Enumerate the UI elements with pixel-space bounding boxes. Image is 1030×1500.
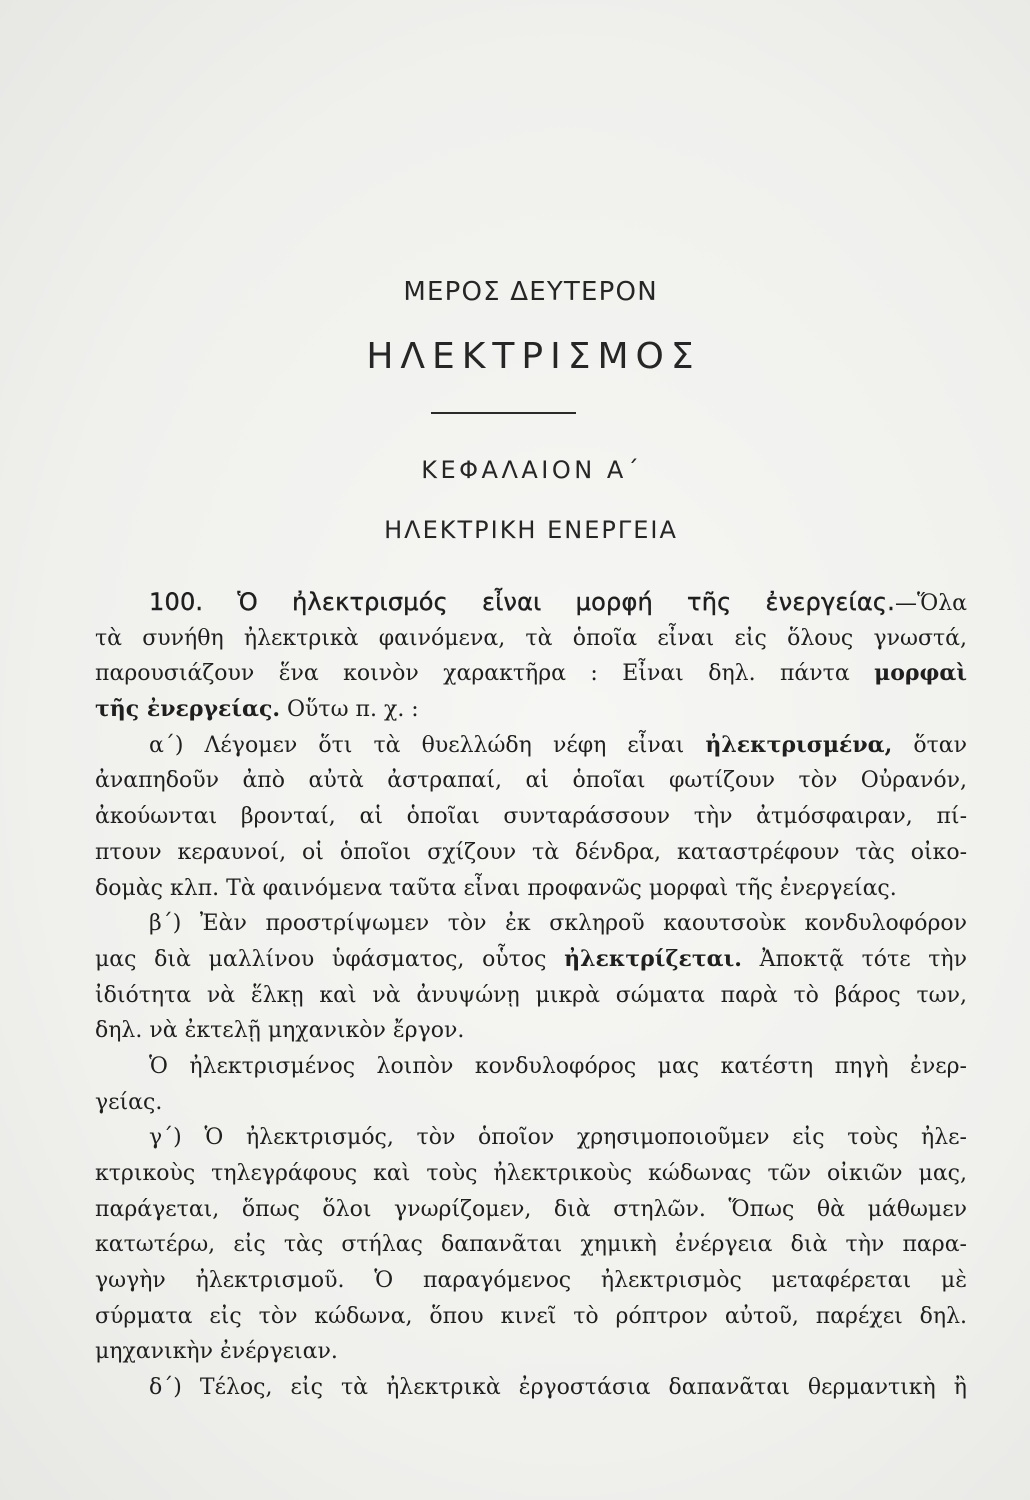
bold-term: μορφαὶ: [874, 660, 967, 687]
text-line: [95, 1085, 967, 1121]
text-line: [95, 1227, 967, 1263]
text-run: ὅταν: [892, 732, 967, 758]
text-line: [95, 1334, 967, 1370]
text-line: [95, 1120, 967, 1156]
body-text: [95, 585, 967, 1406]
text-line: [95, 1263, 967, 1299]
text-run: πτουν κεραυνοί, οἱ ὁποῖοι σχίζουν τὰ δένδρα, καταστρέφουν τὰς οἰκο-: [95, 839, 967, 865]
text-run: δηλ. νὰ ἐκτελῇ μηχανικὸν ἔργον.: [95, 1018, 465, 1044]
bold-term: ἠλεκτρισμένα,: [705, 731, 893, 758]
text-line: [95, 871, 967, 907]
bold-term: τῆς ἐνεργείας.: [95, 696, 281, 723]
paragraph: [95, 1120, 967, 1370]
text-run: γωγὴν ἠλεκτρισμοῦ. Ὁ παραγόμενος ἠλεκτρισμὸς μεταφέρεται μὲ: [95, 1268, 967, 1294]
text-line: [95, 621, 967, 657]
text-run: μηχανικὴν ἐνέργειαν.: [95, 1339, 338, 1365]
bold-term: ἠλεκτρίζεται.: [564, 945, 742, 972]
text-run: ἰδιότητα νὰ ἕλκῃ καὶ νὰ ἀνυψώνῃ μικρὰ σώματα παρὰ τὸ βάρος των,: [95, 982, 967, 1008]
text-line: [95, 585, 967, 621]
text-run: παράγεται, ὅπως ὅλοι γνωρίζομεν, διὰ στηλῶν. Ὅπως θὰ μάθωμεν: [95, 1196, 967, 1222]
section-heading: 100. Ὁ ἠλεκτρισμός εἶναι μορφή τῆς ἐνεργείας.: [149, 588, 895, 616]
text-run: μας διὰ μαλλίνου ὑφάσματος, οὗτος: [95, 946, 565, 972]
text-line: [95, 1299, 967, 1335]
text-line: [95, 1370, 967, 1406]
text-run: δομὰς κλπ. Τὰ φαινόμενα ταῦτα εἶναι προφανῶς μορφαὶ τῆς ἐνεργείας.: [95, 875, 897, 901]
text-run: παρουσιάζουν ἕνα κοινὸν χαρακτῆρα : Εἶναι δηλ. πάντα: [95, 661, 875, 687]
text-line: [95, 1156, 967, 1192]
text-run: ἀκούωνται βρονταί, αἱ ὁποῖαι συνταράσσουν τὴν ἀτμόσφαιραν, πί-: [95, 804, 967, 830]
text-line: [95, 799, 967, 835]
text-run: Οὕτω π. χ. :: [280, 697, 419, 723]
text-line: [95, 835, 967, 871]
text-run: τὰ συνήθη ἠλεκτρικὰ φαινόμενα, τὰ ὁποῖα εἶναι εἰς ὅλους γνωστά,: [95, 625, 967, 651]
paragraph: [95, 1049, 967, 1120]
title-divider: [431, 412, 576, 414]
text-run: β΄) Ἐὰν προστρίψωμεν τὸν ἐκ σκληροῦ καουτσοὺκ κονδυλοφόρον: [149, 911, 967, 937]
chapter-label: ΚΕΦΑΛΑΙΟΝ Α΄: [421, 456, 643, 484]
paragraph: [95, 728, 967, 906]
text-run: Ἀποκτᾷ τότε τὴν: [741, 946, 967, 972]
text-run: γ΄) Ὁ ἠλεκτρισμός, τὸν ὁποῖον χρησιμοποιοῦμεν εἰς τοὺς ἠλε-: [149, 1125, 967, 1151]
text-run: ἀναπηδοῦν ἀπὸ αὐτὰ ἀστραπαί, αἱ ὁποῖαι φωτίζουν τὸν Οὐρανόν,: [95, 768, 967, 794]
text-line: [95, 1013, 967, 1049]
text-line: [95, 1049, 967, 1085]
paragraph: [95, 906, 967, 1049]
text-line: [95, 728, 967, 764]
chapter-title: ΗΛΕΚΤΡΙΚΗ ΕΝΕΡΓΕΙΑ: [384, 516, 678, 544]
text-line: [95, 1192, 967, 1228]
text-run: Ὁ ἠλεκτρισμένος λοιπὸν κονδυλοφόρος μας κατέστη πηγὴ ἐνερ-: [149, 1053, 967, 1079]
paragraph: [95, 585, 967, 728]
text-line: [95, 656, 967, 692]
text-run: κτρικοὺς τηλεγράφους καὶ τοὺς ἠλεκτρικοὺς κώδωνας τῶν οἰκιῶν μας,: [95, 1161, 967, 1186]
text-line: [95, 763, 967, 799]
text-run: κατωτέρω, εἰς τὰς στήλας δαπανᾶται χημικὴ ἐνέργεια διὰ τὴν παρα-: [95, 1232, 967, 1258]
text-line: [95, 978, 967, 1014]
text-run: α΄) Λέγομεν ὅτι τὰ θυελλώδη νέφη εἶναι: [149, 732, 706, 758]
text-run: γείας.: [95, 1089, 163, 1115]
text-run: δ΄) Τέλος, εἰς τὰ ἠλεκτρικὰ ἐργοστάσια δαπανᾶται θερμαντικὴ ἢ: [149, 1375, 967, 1401]
text-run: σύρματα εἰς τὸν κώδωνα, ὅπου κινεῖ τὸ ρόπτρον αὐτοῦ, παρέχει δηλ.: [95, 1303, 967, 1329]
text-run: —Ὅλα: [894, 591, 967, 616]
main-title: ΗΛΕΚΤΡΙΣΜΟΣ: [366, 336, 701, 377]
paragraph: [95, 1370, 967, 1406]
text-line: [95, 692, 967, 728]
part-title: ΜΕΡΟΣ ΔΕΥΤΕΡΟΝ: [403, 277, 658, 307]
text-line: [95, 906, 967, 942]
text-line: [95, 942, 967, 978]
